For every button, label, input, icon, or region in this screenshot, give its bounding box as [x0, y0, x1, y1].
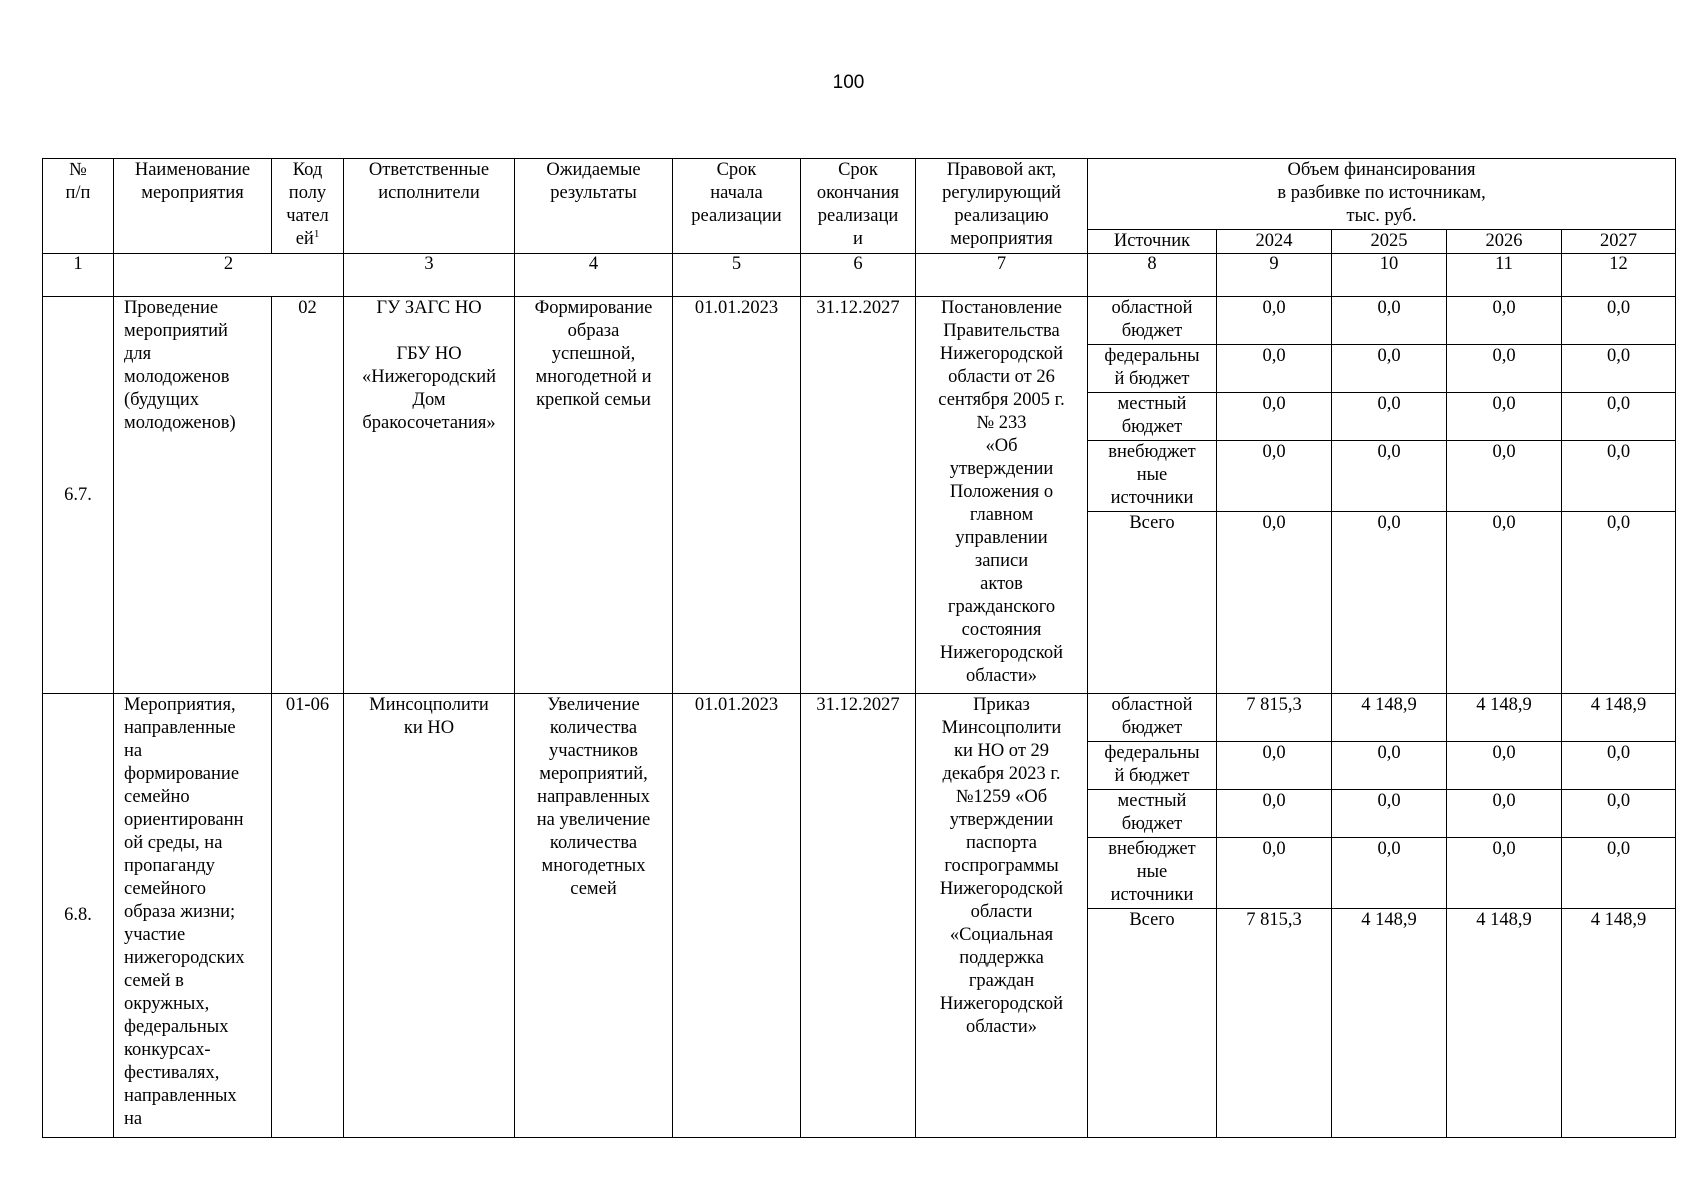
funding-value: 0,0 — [1332, 297, 1447, 345]
row-legal-act: Постановление Правительства Нижегородской области от 26 сентября 2005 г. № 233 «Об утверждении Положения о главном управлении записи актов гражданского состояния Нижегородской области» — [916, 297, 1088, 694]
colnum-2-text: 2 — [223, 254, 234, 274]
funding-value: 0,0 — [1332, 838, 1447, 909]
funding-source-total: Всего — [1088, 909, 1217, 1138]
row-legal-act: Приказ Минсоцполити ки НО от 29 декабря 2023 г. №1259 «Об утверждении паспорта госпрограммы Нижегородской области «Социальная поддержка граждан Нижегородской области» — [916, 694, 1088, 1138]
header-financing: Объем финансирования в разбивке по источникам, тыс. руб. — [1088, 159, 1676, 230]
funding-value: 0,0 — [1447, 742, 1562, 790]
funding-value: 0,0 — [1447, 393, 1562, 441]
funding-source: областной бюджет — [1088, 694, 1217, 742]
funding-value: 0,0 — [1332, 790, 1447, 838]
funding-source: внебюджет ные источники — [1088, 441, 1217, 512]
funding-value: 0,0 — [1562, 441, 1676, 512]
funding-value: 4 148,9 — [1562, 694, 1676, 742]
column-numbers-row — [43, 254, 1676, 297]
funding-source-total: Всего — [1088, 512, 1217, 694]
colnum-9: 9 — [1217, 254, 1332, 297]
header-start: Срок начала реализации — [673, 159, 801, 254]
page-number: 100 — [832, 72, 865, 93]
colnum-11: 11 — [1447, 254, 1562, 297]
funding-value: 7 815,3 — [1217, 909, 1332, 1138]
funding-value: 4 148,9 — [1447, 909, 1562, 1138]
row-code: 02 — [272, 297, 344, 694]
funding-value: 0,0 — [1332, 345, 1447, 393]
colnum-4: 4 — [515, 254, 673, 297]
colnum-5: 5 — [673, 254, 801, 297]
row-end: 31.12.2027 — [801, 694, 916, 1138]
table-row — [43, 297, 1676, 345]
header-legal-act: Правовой акт, регулирующий реализацию мероприятия — [916, 159, 1088, 254]
table-row — [43, 694, 1676, 742]
funding-source: местный бюджет — [1088, 393, 1217, 441]
funding-value: 0,0 — [1217, 345, 1332, 393]
header-year-2026: 2026 — [1447, 230, 1562, 254]
row-number: 6.8. — [43, 694, 114, 1138]
colnum-8: 8 — [1088, 254, 1217, 297]
colnum-7: 7 — [916, 254, 1088, 297]
funding-source: федеральны й бюджет — [1088, 742, 1217, 790]
funding-value: 0,0 — [1332, 441, 1447, 512]
program-table — [42, 158, 1676, 1138]
footnote-ref: 1 — [313, 227, 320, 240]
funding-value: 4 148,9 — [1332, 909, 1447, 1138]
funding-value: 0,0 — [1447, 297, 1562, 345]
row-executors: Минсоцполити ки НО — [344, 694, 515, 1138]
row-executors: ГУ ЗАГС НО ГБУ НО «Нижегородский Дом бракосочетания» — [344, 297, 515, 694]
header-end: Срок окончания реализаци и — [801, 159, 916, 254]
colnum-12: 12 — [1562, 254, 1676, 297]
colnum-3: 3 — [344, 254, 515, 297]
header-source: Источник — [1088, 230, 1217, 254]
header-year-2027: 2027 — [1562, 230, 1676, 254]
row-start: 01.01.2023 — [673, 297, 801, 694]
funding-value: 0,0 — [1332, 512, 1447, 694]
funding-value: 0,0 — [1447, 838, 1562, 909]
funding-value: 0,0 — [1447, 790, 1562, 838]
funding-value: 0,0 — [1562, 790, 1676, 838]
colnum-2 — [114, 254, 344, 297]
funding-value: 0,0 — [1562, 345, 1676, 393]
funding-value: 0,0 — [1217, 838, 1332, 909]
colnum-10: 10 — [1332, 254, 1447, 297]
header-row-1 — [43, 159, 1676, 230]
header-year-2024: 2024 — [1217, 230, 1332, 254]
funding-value: 4 148,9 — [1447, 694, 1562, 742]
funding-value: 4 148,9 — [1562, 909, 1676, 1138]
funding-source: областной бюджет — [1088, 297, 1217, 345]
funding-value: 7 815,3 — [1217, 694, 1332, 742]
funding-value: 0,0 — [1562, 838, 1676, 909]
funding-source: местный бюджет — [1088, 790, 1217, 838]
funding-value: 4 148,9 — [1332, 694, 1447, 742]
funding-value: 0,0 — [1217, 742, 1332, 790]
funding-value: 0,0 — [1332, 742, 1447, 790]
row-results: Формирование образа успешной, многодетной и крепкой семьи — [515, 297, 673, 694]
row-name: Мероприятия, направленные на формирование семейно ориентированн ой среды, на пропаганду семейного образа жизни; участие нижегородских семей в окружных, федеральных конкурсах- фестивалях, направленных на — [114, 694, 272, 1138]
header-year-2025: 2025 — [1332, 230, 1447, 254]
header-results: Ожидаемые результаты — [515, 159, 673, 254]
funding-source: внебюджет ные источники — [1088, 838, 1217, 909]
funding-value: 0,0 — [1447, 345, 1562, 393]
header-code-text: Код полу чател ей — [286, 160, 329, 249]
row-number: 6.7. — [43, 297, 114, 694]
funding-source: федеральны й бюджет — [1088, 345, 1217, 393]
colnum-6: 6 — [801, 254, 916, 297]
row-name: Проведение мероприятий для молодоженов (будущих молодоженов) — [114, 297, 272, 694]
header-name: Наименование мероприятия — [114, 159, 272, 254]
row-start: 01.01.2023 — [673, 694, 801, 1138]
funding-value: 0,0 — [1447, 441, 1562, 512]
row-end: 31.12.2027 — [801, 297, 916, 694]
funding-value: 0,0 — [1447, 512, 1562, 694]
colnum-1: 1 — [43, 254, 114, 297]
row-results: Увеличение количества участников мероприятий, направленных на увеличение количества многодетных семей — [515, 694, 673, 1138]
funding-value: 0,0 — [1217, 297, 1332, 345]
row-code: 01-06 — [272, 694, 344, 1138]
funding-value: 0,0 — [1332, 393, 1447, 441]
funding-value: 0,0 — [1562, 742, 1676, 790]
header-code — [272, 159, 344, 254]
funding-value: 0,0 — [1217, 393, 1332, 441]
funding-value: 0,0 — [1562, 512, 1676, 694]
funding-value: 0,0 — [1217, 441, 1332, 512]
header-executors: Ответственные исполнители — [344, 159, 515, 254]
funding-value: 0,0 — [1562, 297, 1676, 345]
funding-value: 0,0 — [1217, 790, 1332, 838]
funding-value: 0,0 — [1217, 512, 1332, 694]
funding-value: 0,0 — [1562, 393, 1676, 441]
header-num: № п/п — [43, 159, 114, 254]
